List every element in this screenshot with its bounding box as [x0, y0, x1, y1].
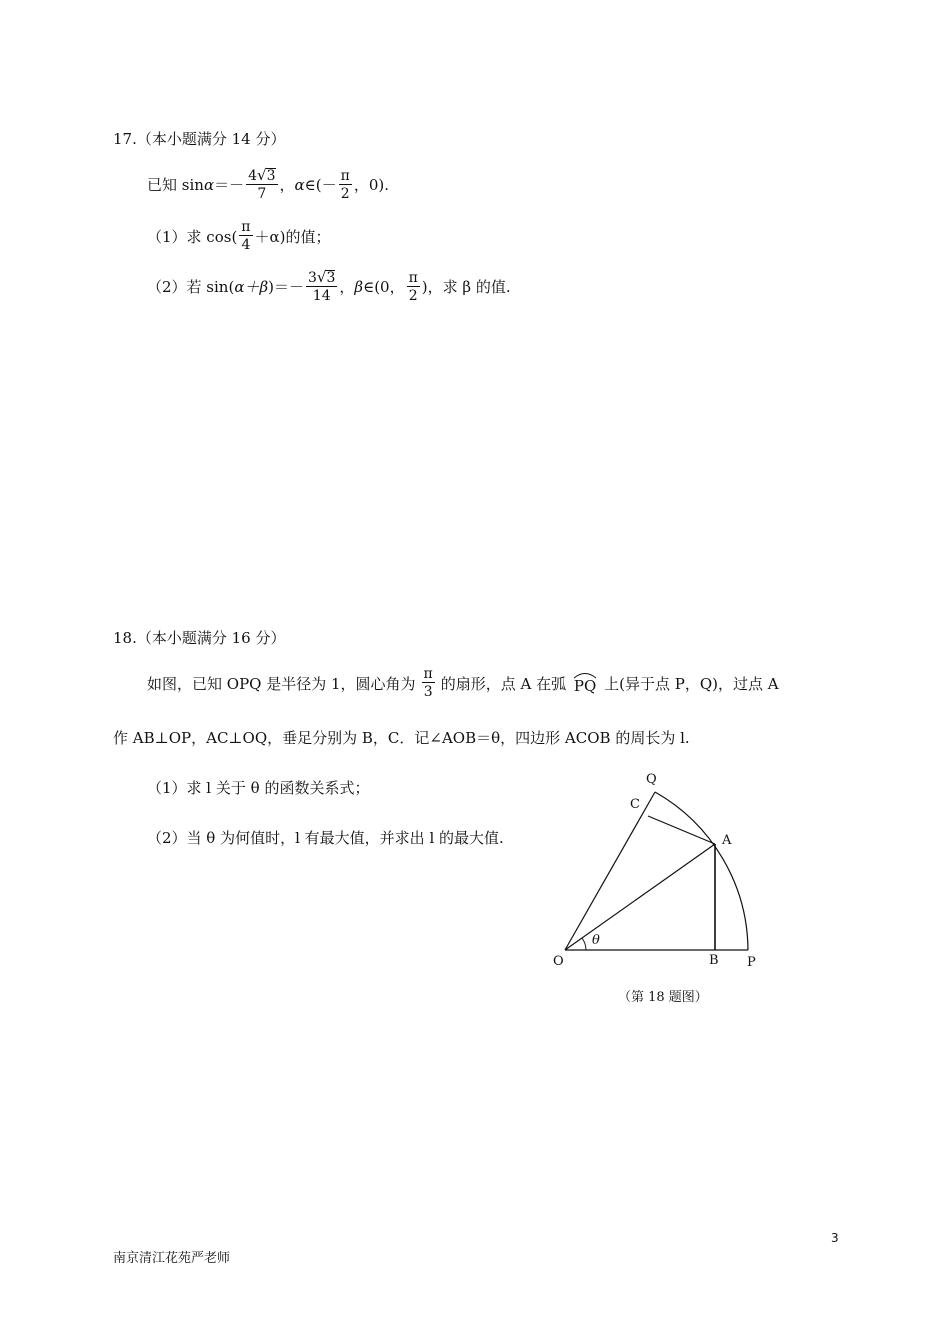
fraction-4sqrt3-over-7: 4 √ 3 7 — [248, 166, 276, 202]
page-number: 3 — [831, 1231, 839, 1245]
label-c: C — [630, 797, 640, 812]
footer-author: 南京清江花苑严老师 — [113, 1251, 231, 1266]
arc-pq-symbol: PQ — [572, 672, 598, 694]
part1-prefix: （1）求 cos( — [147, 227, 238, 246]
comma: ， — [279, 176, 295, 194]
q18-line2: 作 AB⊥OP，AC⊥OQ，垂足分别为 B，C．记∠AOB＝θ，四边形 ACOB 的周长为 l. — [113, 729, 690, 747]
interval-open: ∈(－ — [304, 176, 337, 194]
figure-caption: （第 18 题图） — [618, 990, 708, 1005]
fraction-pi-over-2-b: $\frac{\pi}{2}$ — [408, 269, 418, 304]
q17-part1 — [147, 220, 330, 252]
interval-close: ，0). — [353, 176, 389, 194]
q18-header: 18.（本小题满分 16 分） — [113, 629, 286, 647]
alpha-symbol: α — [203, 175, 215, 194]
label-q: Q — [646, 772, 657, 787]
q17-given: 已知 sin α ＝－ 4 √ 3 7 ， α ∈(－ $\frac{\pi}{2}$ ，0). — [147, 166, 389, 202]
sector-figure — [545, 765, 785, 975]
fraction-pi-over-4: $\frac{\pi}{4}$ — [241, 219, 251, 253]
part2-suffix: )，求 β 的值. — [421, 278, 511, 296]
fraction-pi-over-3: $\frac{\pi}{3}$ — [423, 666, 433, 700]
q18-part2: （2）当 θ 为何值时，l 有最大值，并求出 l 的最大值. — [147, 829, 504, 847]
part2-prefix: （2）若 sin( — [147, 278, 235, 296]
label-a: A — [722, 833, 732, 848]
angle-theta-arc — [582, 938, 586, 950]
beta-symbol: β — [354, 277, 364, 296]
label-p: P — [747, 955, 756, 970]
segment-oa — [565, 844, 715, 950]
q18-part1: （1）求 l 关于 θ 的函数关系式； — [147, 779, 370, 797]
segment-oq — [565, 792, 655, 950]
label-o: O — [553, 954, 564, 969]
q17-header: 17.（本小题满分 14 分） — [113, 130, 286, 148]
arc-pq — [655, 792, 748, 950]
part1-suffix: ＋α)的值； — [254, 227, 331, 246]
label-theta: θ — [592, 933, 600, 948]
fraction-pi-over-2: $\frac{\pi}{2}$ — [340, 167, 350, 202]
fraction-3sqrt3-over-14: 3 √ 3 14 — [308, 268, 336, 304]
q17-part2: （2）若 sin( α＋β )＝－ 3 √ 3 14 ， β ∈(0， $\frac{\pi}{2}$ )，求 β 的值. — [147, 268, 511, 304]
q18-line1: 如图，已知 OPQ 是半径为 1，圆心角为 $\frac{\pi}{3}$ 的扇形，点 A 在弧 PQ 上(异于点 P，Q)，过点 A — [147, 666, 779, 700]
segment-ac — [648, 816, 715, 844]
label-b: B — [709, 953, 719, 968]
given-prefix: 已知 sin — [147, 176, 204, 194]
eq-neg: ＝－ — [214, 176, 245, 194]
